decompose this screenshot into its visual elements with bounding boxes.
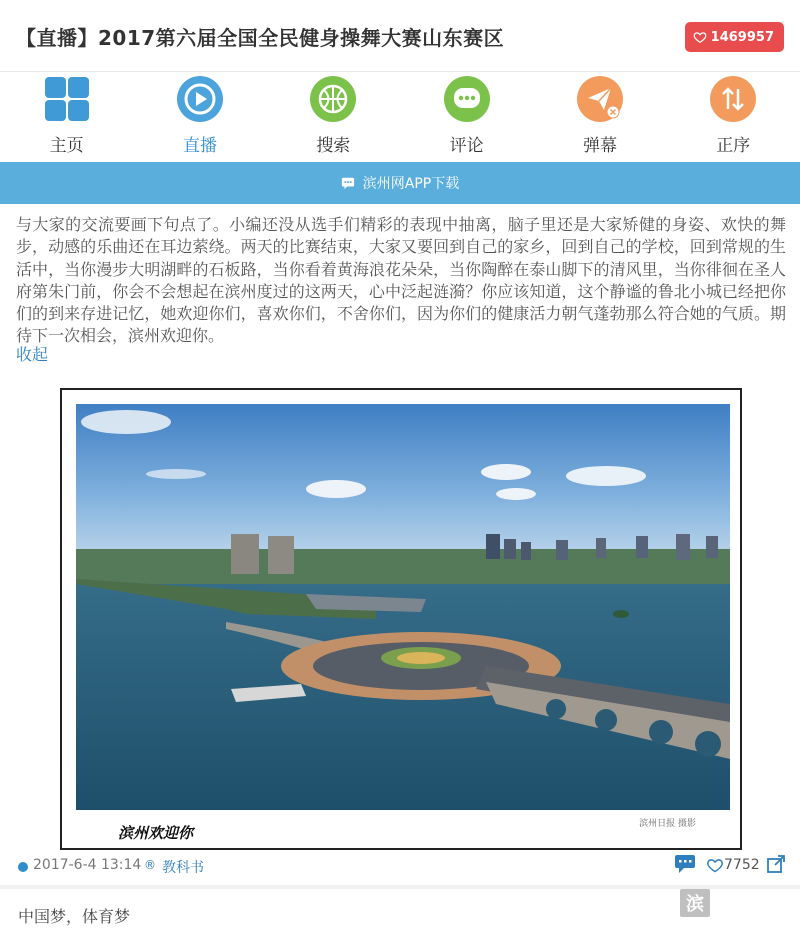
next-post-text: 中国梦，体育梦 — [18, 907, 131, 926]
post-meta — [0, 850, 800, 884]
article-text: 与大家的交流要画下句点了。小编还没从选手们精彩的表现中抽离，脑子里还是大家矫健的身姿、欢快的舞步，动感的乐曲还在耳边萦绕。两天的比赛结束，大家又要回到自己的家乡，回到自己的学校，回到常规的生活中，当你漫步大明湖畔的石板路，当你看着黄海浪花朵朵，当你陶醉在泰山脚下的清风里，当你徘徊在圣人府第朱门前，你会不会想起在滨州度过的这两天，心中泛起涟漪？你应该知道，这个静谧的鲁北小城已经把你们的到来存进记忆，她欢迎你们，喜欢你们，不舍你们，因为你们的健康活力朝气蓬勃那么符合她的气质。期待下一次相会，滨州欢迎你。 — [16, 215, 786, 346]
nav-item-danmaku[interactable] — [533, 72, 666, 160]
like-count: 1469957 — [710, 29, 774, 45]
nav-item-comment[interactable] — [400, 72, 533, 160]
share-icon[interactable] — [767, 855, 785, 873]
play-icon — [177, 76, 223, 122]
nav-item-home[interactable] — [0, 72, 133, 160]
chat-icon — [444, 76, 490, 122]
nav-item-search[interactable] — [267, 72, 400, 160]
like-count-badge[interactable] — [685, 22, 784, 52]
nav-label-live: 直播 — [182, 136, 217, 156]
nav-item-sort[interactable] — [667, 72, 800, 160]
post-author[interactable]: 教科书 — [162, 860, 204, 876]
nav-label-danmaku: 弹幕 — [582, 136, 617, 156]
nav-label-sort: 正序 — [716, 136, 751, 156]
comment-icon[interactable] — [675, 855, 695, 873]
header-bar — [0, 0, 800, 72]
heart-icon — [693, 30, 707, 44]
page-title: 【直播】2017第六届全国全民健身操舞大赛山东赛区 — [16, 26, 505, 50]
live-dot-icon — [18, 862, 28, 872]
paper-plane-icon — [577, 76, 623, 122]
photo-credit: 滨州日报 摄影 — [639, 819, 696, 829]
nav-item-live[interactable] — [133, 72, 266, 160]
like-count-small: 7752 — [724, 857, 760, 873]
nav-label-comment: 评论 — [449, 136, 484, 156]
nav-bar — [0, 72, 800, 160]
article-photo[interactable] — [60, 388, 742, 850]
message-icon — [341, 176, 355, 190]
nav-label-search: 搜索 — [316, 136, 351, 156]
collapse-link[interactable]: 收起 — [16, 345, 49, 364]
app-download-banner[interactable] — [0, 162, 800, 204]
like-heart-icon[interactable] — [706, 857, 724, 873]
site-watermark-logo: 滨 — [680, 889, 710, 917]
author-badge-icon: ® — [144, 858, 156, 872]
sort-icon — [710, 76, 756, 122]
basketball-icon — [310, 76, 356, 122]
nav-label-home: 主页 — [49, 136, 84, 156]
grid-icon — [44, 76, 90, 122]
lake-bridge-photo — [76, 404, 730, 810]
photo-caption: 滨州欢迎你 — [118, 824, 194, 842]
post-time: 2017-6-4 13:14 — [33, 857, 142, 873]
banner-text: 滨州网APP下载 — [362, 176, 460, 192]
